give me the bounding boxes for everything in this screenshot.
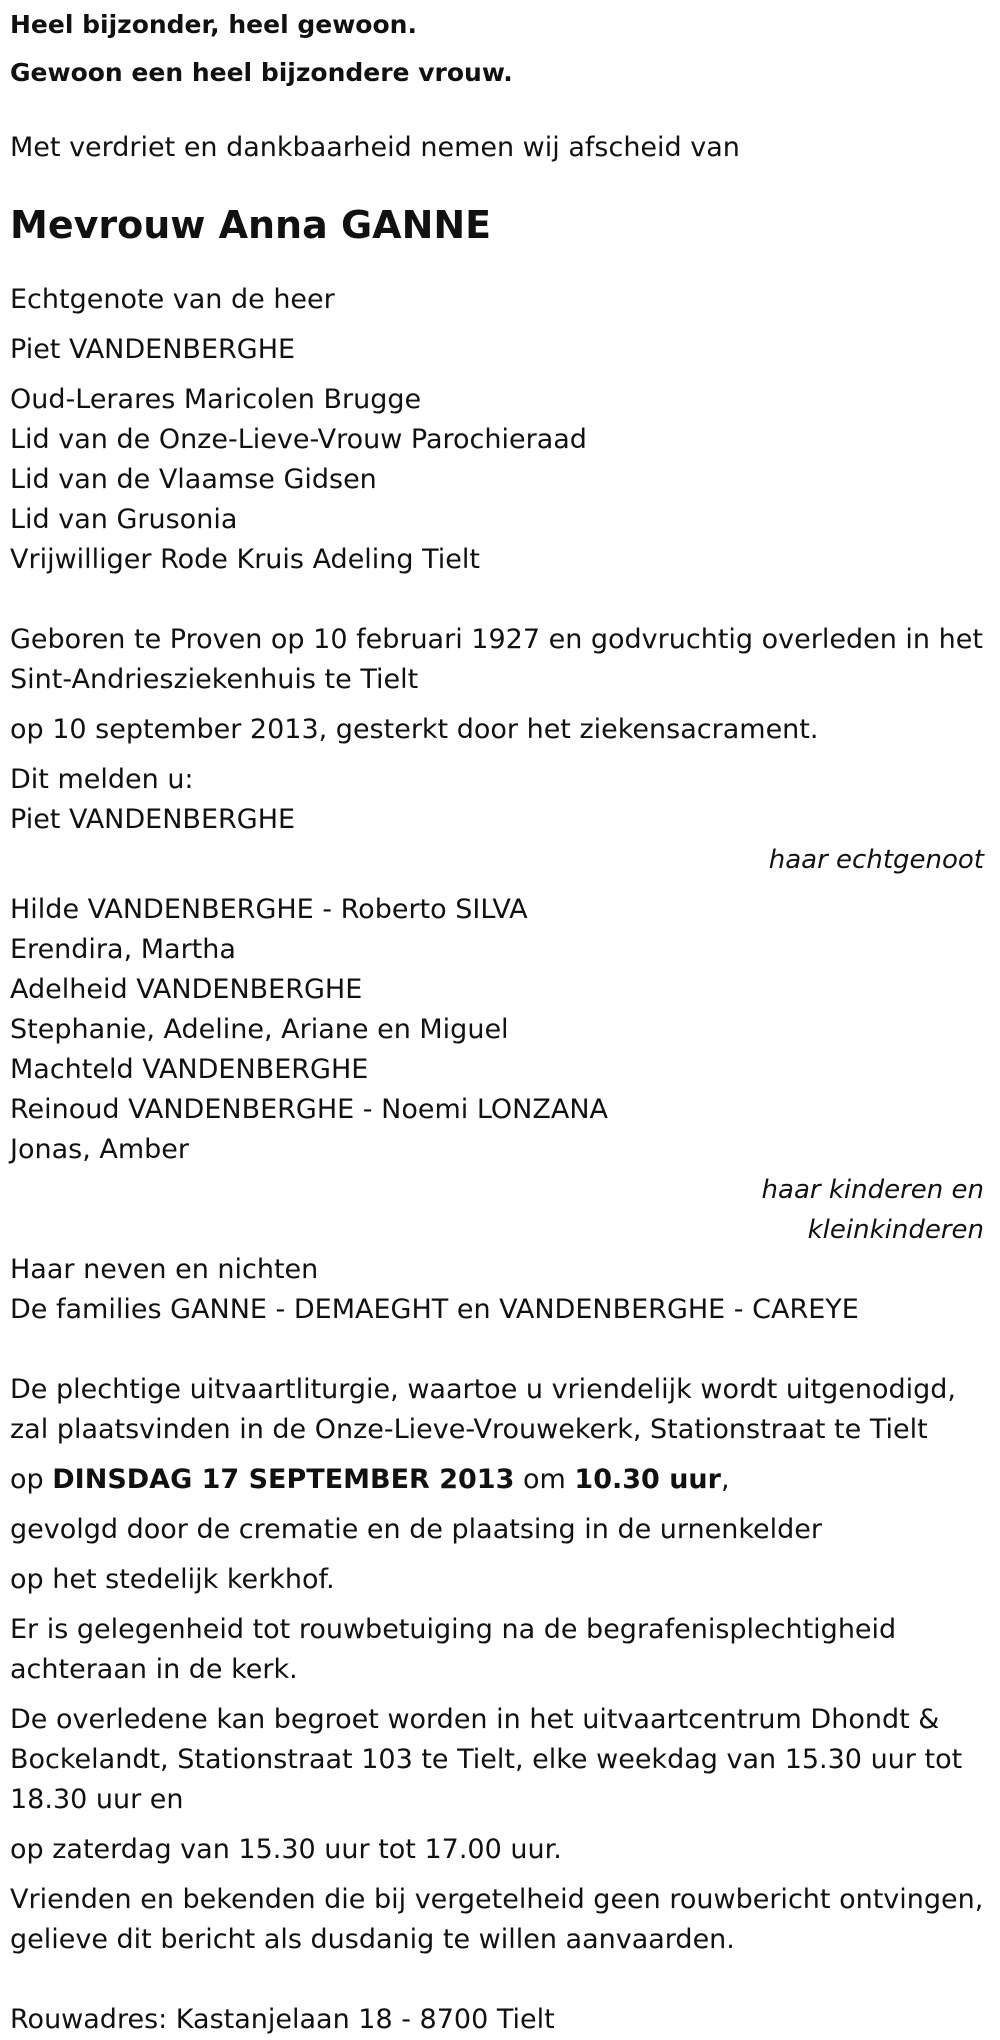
ceremony-after-1: gevolgd door de crematie en de plaatsing in de urnenkelder bbox=[10, 1514, 822, 1545]
child-item: Stephanie, Adeline, Ariane en Miguel bbox=[10, 1014, 509, 1045]
children-role-line-1: haar kinderen en bbox=[761, 1175, 984, 1205]
child-item: Jonas, Amber bbox=[10, 1134, 189, 1165]
announcer-spouse: Piet VANDENBERGHE bbox=[10, 804, 296, 835]
saturday-text: op zaterdag van 15.30 uur tot 17.00 uur. bbox=[10, 1834, 562, 1865]
opening-text: Met verdriet en dankbaarheid nemen wij afscheid van bbox=[10, 132, 740, 163]
friends-text: Vrienden en bekenden die bij vergetelheid geen rouwbericht ontvingen, gelieve dit bericht als dusdanig te willen aanvaarden. bbox=[10, 1884, 984, 1955]
intro-line-2: Gewoon een heel bijzondere vrouw. bbox=[10, 58, 513, 87]
deceased-name: Mevrouw Anna GANNE bbox=[10, 203, 492, 247]
relatives-line-1: Haar neven en nichten bbox=[10, 1254, 319, 1285]
intro-line-1: Heel bijzonder, heel gewoon. bbox=[10, 10, 417, 39]
role-item: Lid van de Onze-Lieve-Vrouw Parochieraad bbox=[10, 424, 587, 455]
role-item: Oud-Lerares Maricolen Brugge bbox=[10, 384, 422, 415]
ceremony-op: op bbox=[10, 1464, 44, 1495]
condolence-text: Er is gelegenheid tot rouwbetuiging na de begrafenisplechtigheid achteraan in de kerk. bbox=[10, 1614, 897, 1685]
announcers-label: Dit melden u: bbox=[10, 764, 194, 795]
birth-text: Geboren te Proven op 10 februari 1927 en godvruchtig overleden in het Sint-Andriesziekenhuis te Tielt bbox=[10, 624, 983, 695]
ceremony-datetime bbox=[10, 1460, 990, 1500]
mourning-address: Rouwadres: Kastanjelaan 18 - 8700 Tielt bbox=[10, 2004, 555, 2035]
role-item: Lid van Grusonia bbox=[10, 504, 238, 535]
child-item: Adelheid VANDENBERGHE bbox=[10, 974, 363, 1005]
spouse-role: haar echtgenoot bbox=[768, 845, 984, 875]
children-role-line-2: kleinkinderen bbox=[807, 1215, 984, 1245]
child-item: Reinoud VANDENBERGHE - Noemi LONZANA bbox=[10, 1094, 608, 1125]
role-item: Lid van de Vlaamse Gidsen bbox=[10, 464, 377, 495]
ceremony-time: 10.30 uur bbox=[574, 1464, 721, 1495]
death-text: op 10 september 2013, gesterkt door het ziekensacrament. bbox=[10, 714, 819, 745]
ceremony-after-2: op het stedelijk kerkhof. bbox=[10, 1564, 335, 1595]
child-item: Erendira, Martha bbox=[10, 934, 236, 965]
ceremony-intro: De plechtige uitvaartliturgie, waartoe u vriendelijk wordt uitgenodigd, zal plaatsvinden in de Onze-Lieve-Vrouwekerk, Stationstraat te Tielt bbox=[10, 1374, 956, 1445]
role-item: Vrijwilliger Rode Kruis Adeling Tielt bbox=[10, 544, 481, 575]
spouse-name: Piet VANDENBERGHE bbox=[10, 334, 296, 365]
relatives-line-2: De families GANNE - DEMAEGHT en VANDENBERGHE - CAREYE bbox=[10, 1294, 859, 1325]
visitation-text: De overledene kan begroet worden in het uitvaartcentrum Dhondt & Bockelandt, Stationstraat 103 te Tielt, elke weekdag van 15.30 uur tot 18.30 uur en bbox=[10, 1704, 963, 1815]
child-item: Machteld VANDENBERGHE bbox=[10, 1054, 369, 1085]
spouse-label: Echtgenote van de heer bbox=[10, 284, 335, 315]
roles-list bbox=[10, 380, 990, 580]
ceremony-comma: , bbox=[720, 1464, 730, 1495]
children-list bbox=[10, 890, 990, 1170]
child-item: Hilde VANDENBERGHE - Roberto SILVA bbox=[10, 894, 528, 925]
ceremony-om: om bbox=[522, 1464, 566, 1495]
ceremony-date: DINSDAG 17 SEPTEMBER 2013 bbox=[52, 1464, 515, 1495]
